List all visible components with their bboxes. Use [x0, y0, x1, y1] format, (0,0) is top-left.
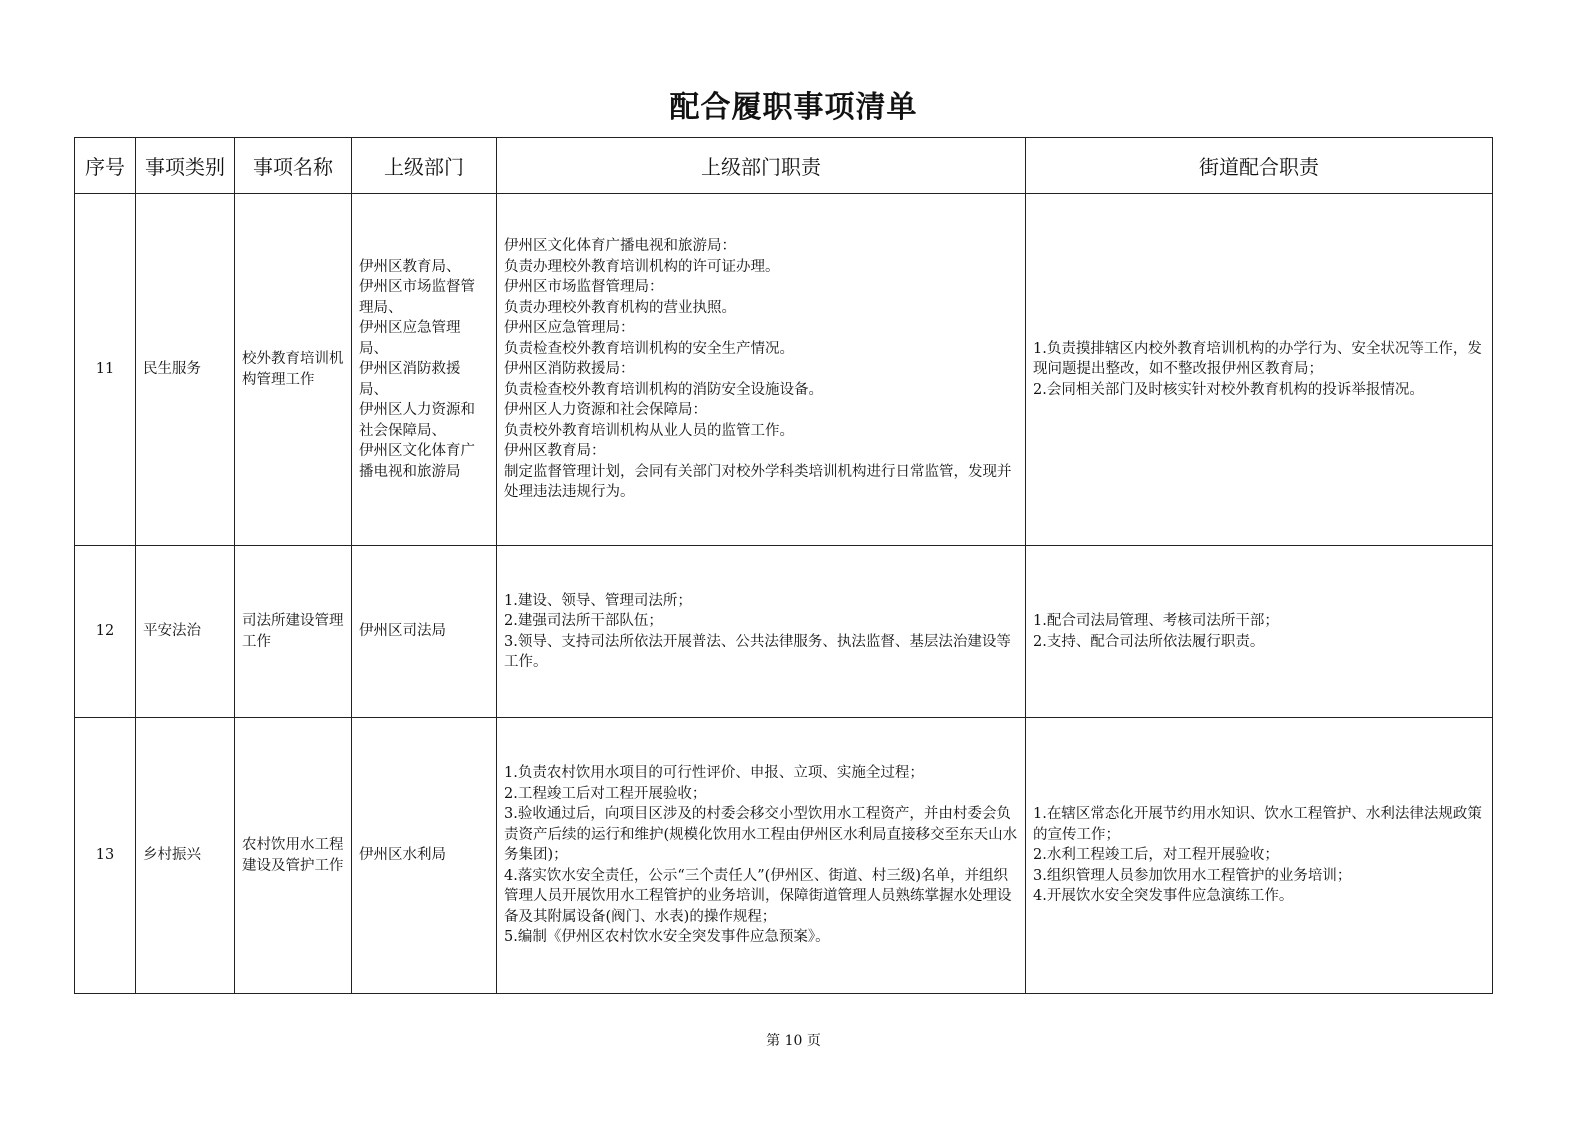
cell-seq: 13 [75, 718, 136, 994]
cell-name: 司法所建设管理工作 [235, 546, 352, 718]
cell-street-duty: 1.负责摸排辖区内校外教育培训机构的办学行为、安全状况等工作，发现问题提出整改，如不整改报伊州区教育局； 2.会同相关部门及时核实针对校外教育机构的投诉举报情况。 [1026, 194, 1493, 546]
header-street-duty: 街道配合职责 [1026, 138, 1493, 194]
header-seq: 序号 [75, 138, 136, 194]
cell-category: 平安法治 [136, 546, 235, 718]
cell-category: 乡村振兴 [136, 718, 235, 994]
table-row [75, 194, 1493, 546]
cell-dept-duty: 伊州区文化体育广播电视和旅游局： 负责办理校外教育培训机构的许可证办理。 伊州区市场监督管理局： 负责办理校外教育机构的营业执照。 伊州区应急管理局： 负责检查校外教育培训机构的安全生产情况。 伊州区消防救援局： 负责检查校外教育培训机构的消防安全设施设备。 伊州区人力资源和社会保障局： 负责校外教育培训机构从业人员的监管工作。 伊州区教育局： 制定监督管理计划，会同有关部门对校外学科类培训机构进行日常监管，发现并处理违法违规行为。 [497, 194, 1026, 546]
cell-seq: 12 [75, 546, 136, 718]
header-dept: 上级部门 [352, 138, 497, 194]
table-row [75, 718, 1493, 994]
page-number: 第 10 页 [766, 1033, 821, 1049]
page-title: 配合履职事项清单 [669, 90, 918, 125]
cell-dept: 伊州区司法局 [352, 546, 497, 718]
duty-table [74, 137, 1493, 994]
cell-street-duty: 1.配合司法局管理、考核司法所干部； 2.支持、配合司法所依法履行职责。 [1026, 546, 1493, 718]
header-name: 事项名称 [235, 138, 352, 194]
cell-street-duty: 1.在辖区常态化开展节约用水知识、饮水工程管护、水利法律法规政策的宣传工作； 2.水利工程竣工后，对工程开展验收； 3.组织管理人员参加饮用水工程管护的业务培训； 4.开展饮水安全突发事件应急演练工作。 [1026, 718, 1493, 994]
cell-dept: 伊州区水利局 [352, 718, 497, 994]
cell-dept: 伊州区教育局、 伊州区市场监督管理局、 伊州区应急管理局、 伊州区消防救援局、 伊州区人力资源和社会保障局、 伊州区文化体育广播电视和旅游局 [352, 194, 497, 546]
cell-dept-duty: 1.负责农村饮用水项目的可行性评价、申报、立项、实施全过程； 2.工程竣工后对工程开展验收； 3.验收通过后，向项目区涉及的村委会移交小型饮用水工程资产，并由村委会负责资产后续的运行和维护(规模化饮用水工程由伊州区水利局直接移交至东天山水务集团)； 4.落实饮水安全责任，公示“三个责任人”(伊州区、街道、村三级)名单，并组织管理人员开展饮用水工程管护的业务培训，保障街道管理人员熟练掌握水处理设备及其附属设备(阀门、水表)的操作规程； 5.编制《伊州区农村饮水安全突发事件应急预案》。 [497, 718, 1026, 994]
cell-dept-duty: 1.建设、领导、管理司法所； 2.建强司法所干部队伍； 3.领导、支持司法所依法开展普法、公共法律服务、执法监督、基层法治建设等工作。 [497, 546, 1026, 718]
cell-name: 农村饮用水工程建设及管护工作 [235, 718, 352, 994]
table-row [75, 546, 1493, 718]
header-category: 事项类别 [136, 138, 235, 194]
cell-name: 校外教育培训机构管理工作 [235, 194, 352, 546]
cell-category: 民生服务 [136, 194, 235, 546]
cell-seq: 11 [75, 194, 136, 546]
header-dept-duty: 上级部门职责 [497, 138, 1026, 194]
header-row [75, 138, 1493, 194]
